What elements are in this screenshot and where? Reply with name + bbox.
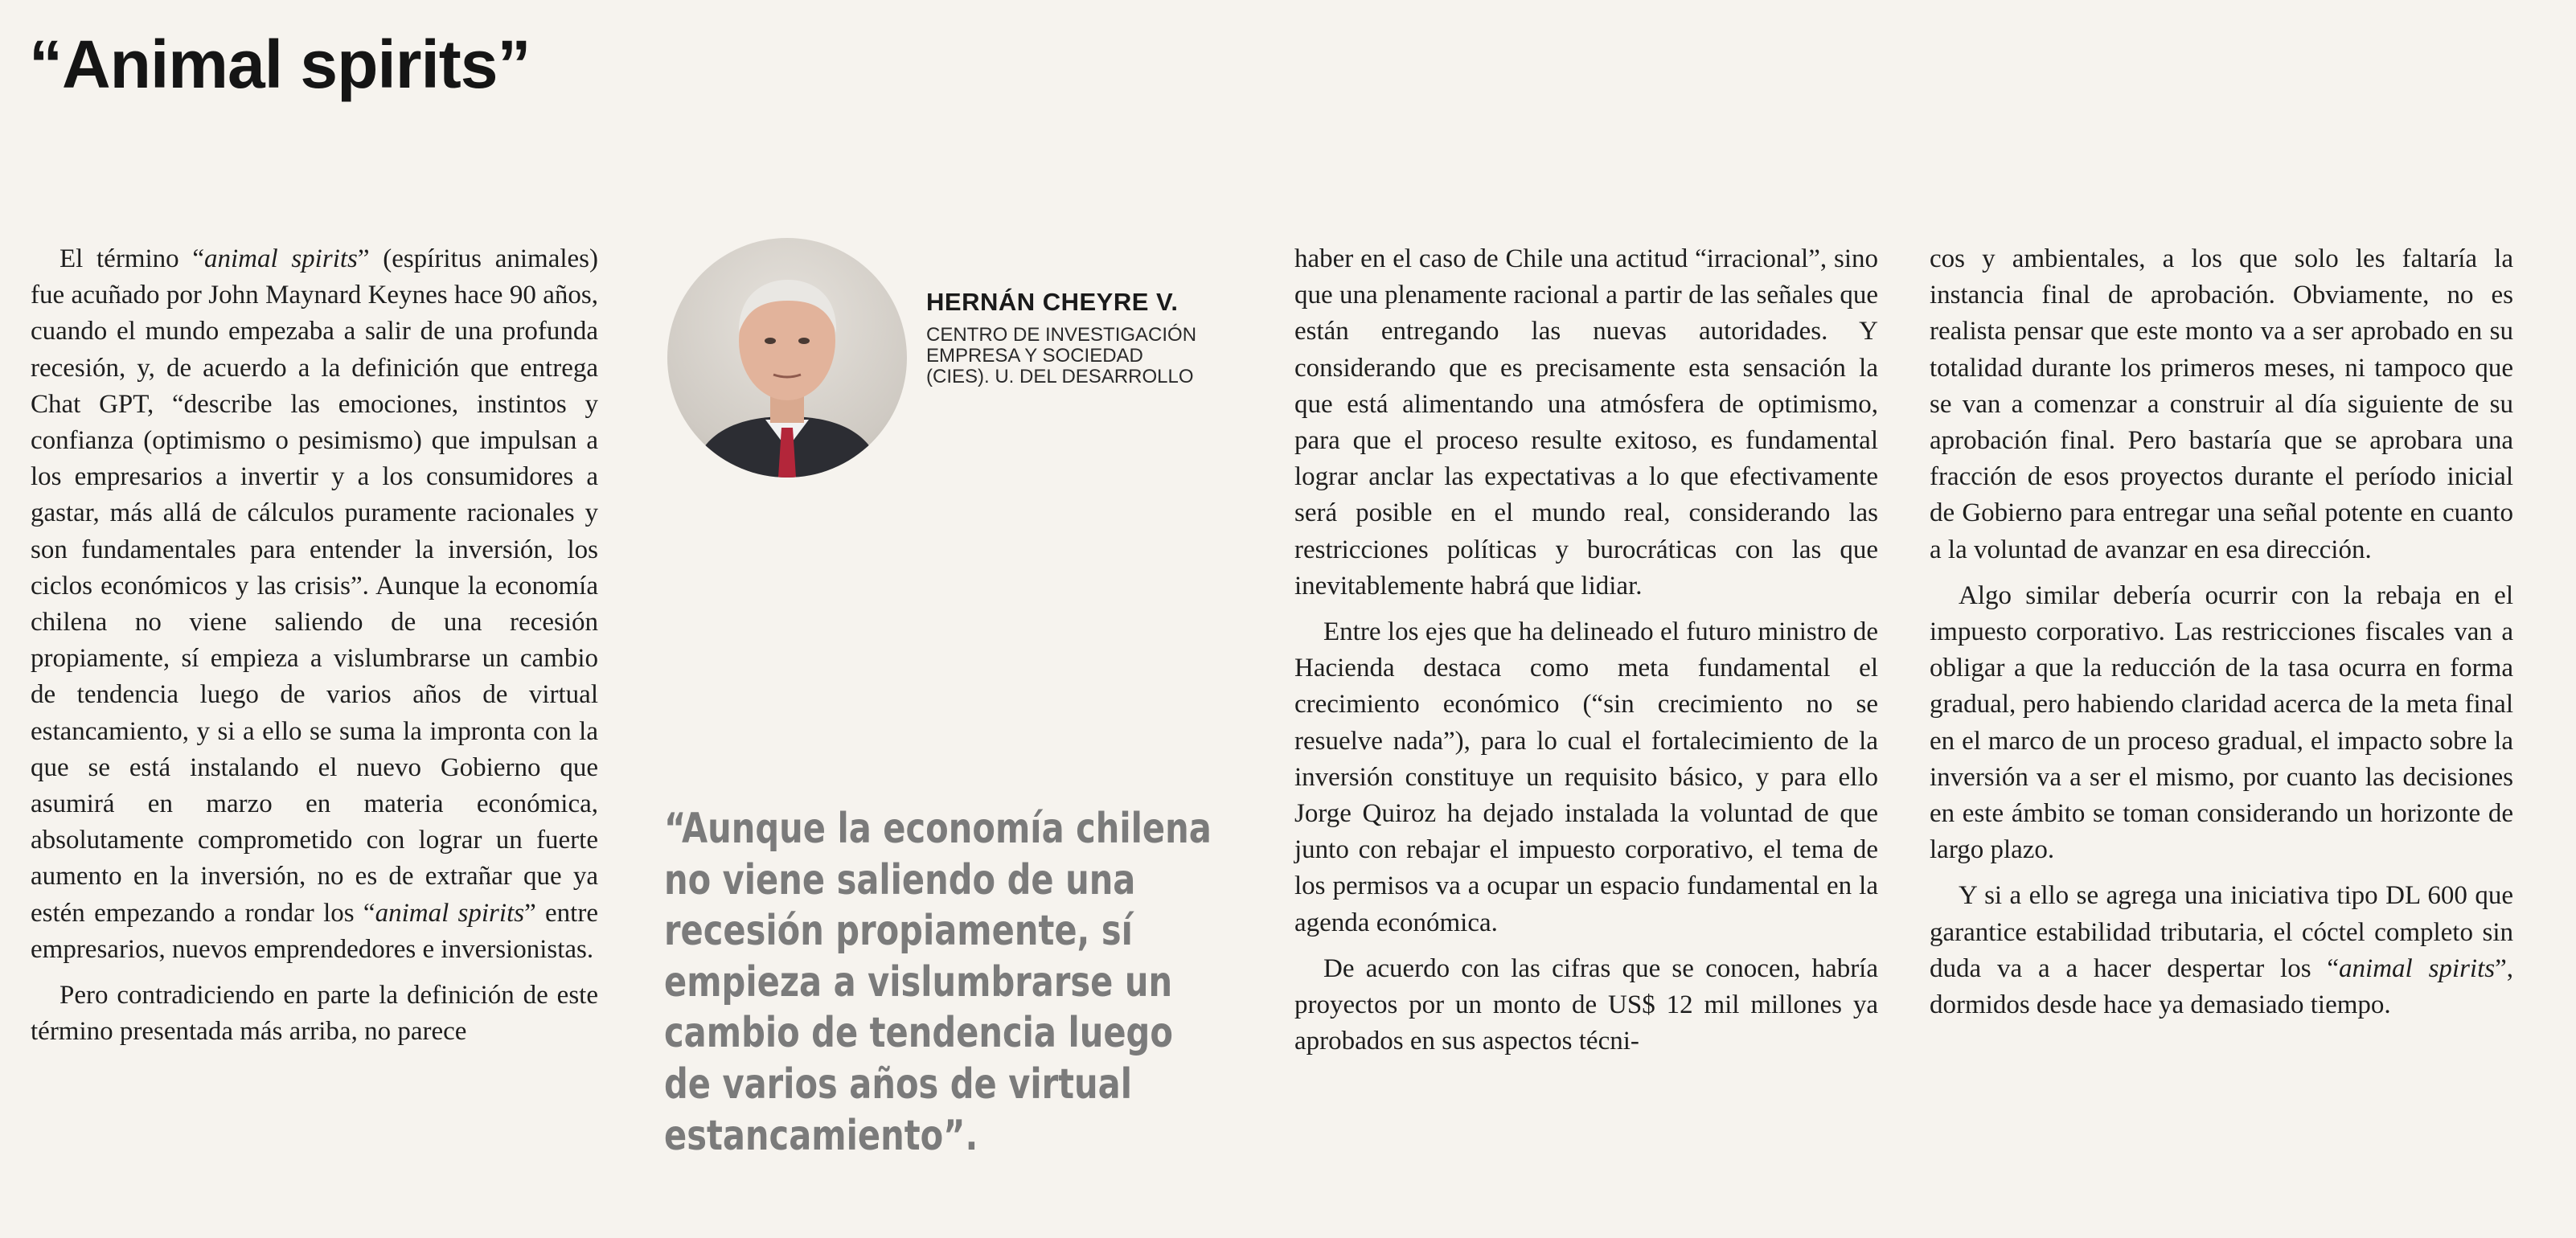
pull-quote: “Aunque la economía chilena no viene saliendo de una recesión propiamente, sí empieza a vislumbrarse un cambio de tendencia luego de varios años de virtual estancamiento”. (664, 805, 1212, 1160)
author-name: HERNÁN CHEYRE V. (926, 288, 1179, 316)
author-photo (667, 238, 907, 478)
col3-paragraph-3: De acuerdo con las cifras que se conocen, habría proyectos por un monto de US$ 12 mil millones ya aprobados en sus aspectos técni- (1294, 953, 1878, 1056)
column-4 (1930, 241, 2513, 1033)
col1-paragraph-2: Pero contradiciendo en parte la definición de este término presentada más arriba, no parece (31, 981, 598, 1047)
column-3 (1294, 241, 1878, 1069)
col4-paragraph-2: Algo similar debería ocurrir con la rebaja en el impuesto corporativo. Las restricciones fiscales van a obligar a que la reducción de la tasa ocurra en forma gradual, pero habiendo claridad acerca de la meta final en el marco de un proceso gradual, el impacto sobre la inversión va a ser el mismo, por cuanto las decisiones en este ámbito se toman considerando un horizonte de largo plazo. (1930, 580, 2513, 865)
col4-paragraph-3: Y si a ello se agrega una iniciativa tipo DL 600 que garantice estabilidad tributaria, el cóctel completo sin duda va a a hacer despertar los “animal spirits”, dormidos desde hace ya demasiado tiempo. (1930, 881, 2514, 1020)
headline: “Animal spirits” (29, 27, 531, 102)
author-box (667, 238, 1230, 479)
column-1 (31, 241, 598, 1060)
col3-paragraph-1: haber en el caso de Chile una actitud “irracional”, sino que una plenamente racional a partir de las señales que están entregando las nuevas autoridades. Y considerando que es precisamente esta sensación la que está alimentando una atmósfera de optimismo, para que el proceso resulte exitoso, es fundamental lograr anclar las expectativas a lo que efectivamente será posible en el mundo real, considerando las restricciones políticas y burocráticas con las que inevitablemente habrá que lidiar. (1294, 244, 1878, 601)
col4-paragraph-1: cos y ambientales, a los que solo les faltaría la instancia final de aprobación. Obviamente, no es realista pensar que este monto va a ser aprobado en su totalidad durante los primeros meses, ni tampoco que se van a comenzar a construir al día siguiente de su aprobación final. Pero bastaría que se aprobara una fracción de esos proyectos durante el período inicial de Gobierno para entregar una señal potente en cuanto a la voluntad de avanzar en esa dirección. (1930, 244, 2513, 564)
col3-paragraph-2: Entre los ejes que ha delineado el futuro ministro de Hacienda destaca como meta fundamental el crecimiento económico (“sin crecimiento no se resuelve nada”), para lo cual el fortalecimiento de la inversión constituye un requisito básico, y para ello Jorge Quiroz ha dejado instalada la voluntad de que junto con rebajar el impuesto corporativo, el tema de los permisos va a ocupar un espacio fundamental en la agenda económica. (1294, 617, 1878, 937)
author-portrait-icon (667, 238, 907, 478)
col1-paragraph-1: El término “animal spirits” (espíritus animales) fue acuñado por John Maynard Keynes hace 90 años, cuando el mundo empezaba a salir de una profunda recesión, y, de acuerdo a la definición que entrega Chat GPT, “describe las emociones, instintos y confianza (optimismo o pesimismo) que impulsan a los empresarios a invertir y a los consumidores a gastar, más allá de cálculos puramente racionales y son fundamentales para entender la inversión, los ciclos económicos y las crisis”. Aunque la economía chilena no viene saliendo de una recesión propiamente, sí empieza a vislumbrarse un cambio de tendencia luego de varios años de virtual estancamiento, y si a ello se suma la impronta con la que se está instalando el nuevo Gobierno que asumirá en marzo en materia económica, absolutamente comprometido con lograr un fuerte aumento en la inversión, no es de extrañar que ya estén empezando a rondar los “animal spirits” entre empresarios, nuevos emprendedores e inversionistas. (31, 244, 598, 964)
author-affiliation: CENTRO DE INVESTIGACIÓN EMPRESA Y SOCIEDAD (CIES). U. DEL DESARROLLO (926, 324, 1197, 387)
